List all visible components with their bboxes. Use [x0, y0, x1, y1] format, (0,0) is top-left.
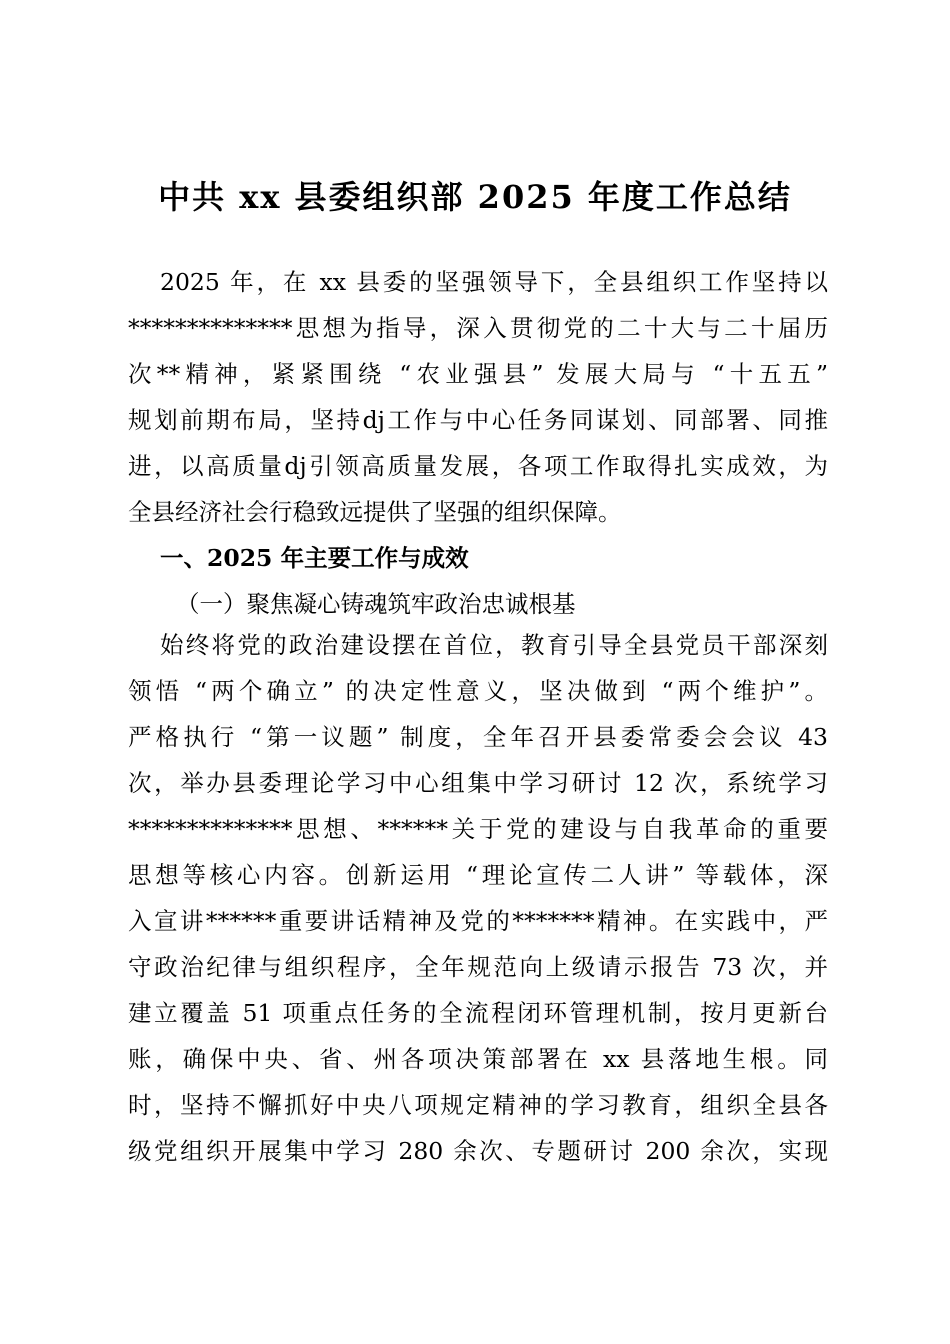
text-line: 进，以高质量dj引领高质量发展，各项工作取得扎实成效，为 [128, 452, 828, 480]
intro-paragraph [128, 259, 828, 627]
text-line: 规划前期布局，坚持dj工作与中心任务同谋划、同部署、同推 [128, 406, 828, 434]
text-line: 账，确保中央、省、州各项决策部署在 xx 县落地生根。同 [128, 1045, 828, 1073]
text-line: 全县经济社会行稳致远提供了坚强的组织保障。 [128, 498, 622, 526]
text-line: 严格执行 “第一议题” 制度，全年召开县委常委会会议 43 [128, 723, 828, 751]
section-heading: 一、2025 年主要工作与成效 [160, 544, 469, 572]
text-line: 时，坚持不懈抓好中央八项规定精神的学习教育，组织全县各 [128, 1091, 828, 1119]
text-line: 2025 年，在 xx 县委的坚强领导下，全县组织工作坚持以 [160, 268, 828, 296]
text-line: 级党组织开展集中学习 280 余次、专题研讨 200 余次，实现 [128, 1137, 828, 1165]
text-line: 次，举办县委理论学习中心组集中学习研讨 12 次，系统学习 [128, 769, 828, 797]
subsection-heading: （一）聚焦凝心铸魂筑牢政治忠诚根基 [176, 590, 576, 618]
text-line: 建立覆盖 51 项重点任务的全流程闭环管理机制，按月更新台 [128, 999, 828, 1027]
text-line: 入宣讲******重要讲话精神及党的*******精神。在实践中，严 [128, 907, 828, 935]
text-line: **************思想、******关于党的建设与自我革命的重要 [128, 815, 828, 843]
text-line: 始终将党的政治建设摆在首位，教育引导全县党员干部深刻 [160, 631, 828, 659]
text-line: 思想等核心内容。创新运用 “理论宣传二人讲” 等载体，深 [128, 861, 828, 889]
body-paragraph [128, 622, 828, 1174]
text-line: 守政治纪律与组织程序，全年规范向上级请示报告 73 次，并 [128, 953, 828, 981]
text-line: 领悟 “两个确立” 的决定性意义，坚决做到 “两个维护”。 [128, 677, 828, 705]
text-line: **************思想为指导，深入贯彻党的二十大与二十届历 [128, 314, 828, 342]
document-title: 中共 xx 县委组织部 2025 年度工作总结 [158, 178, 792, 216]
text-line: 次**精神，紧紧围绕 “农业强县” 发展大局与 “十五五” [128, 360, 828, 388]
